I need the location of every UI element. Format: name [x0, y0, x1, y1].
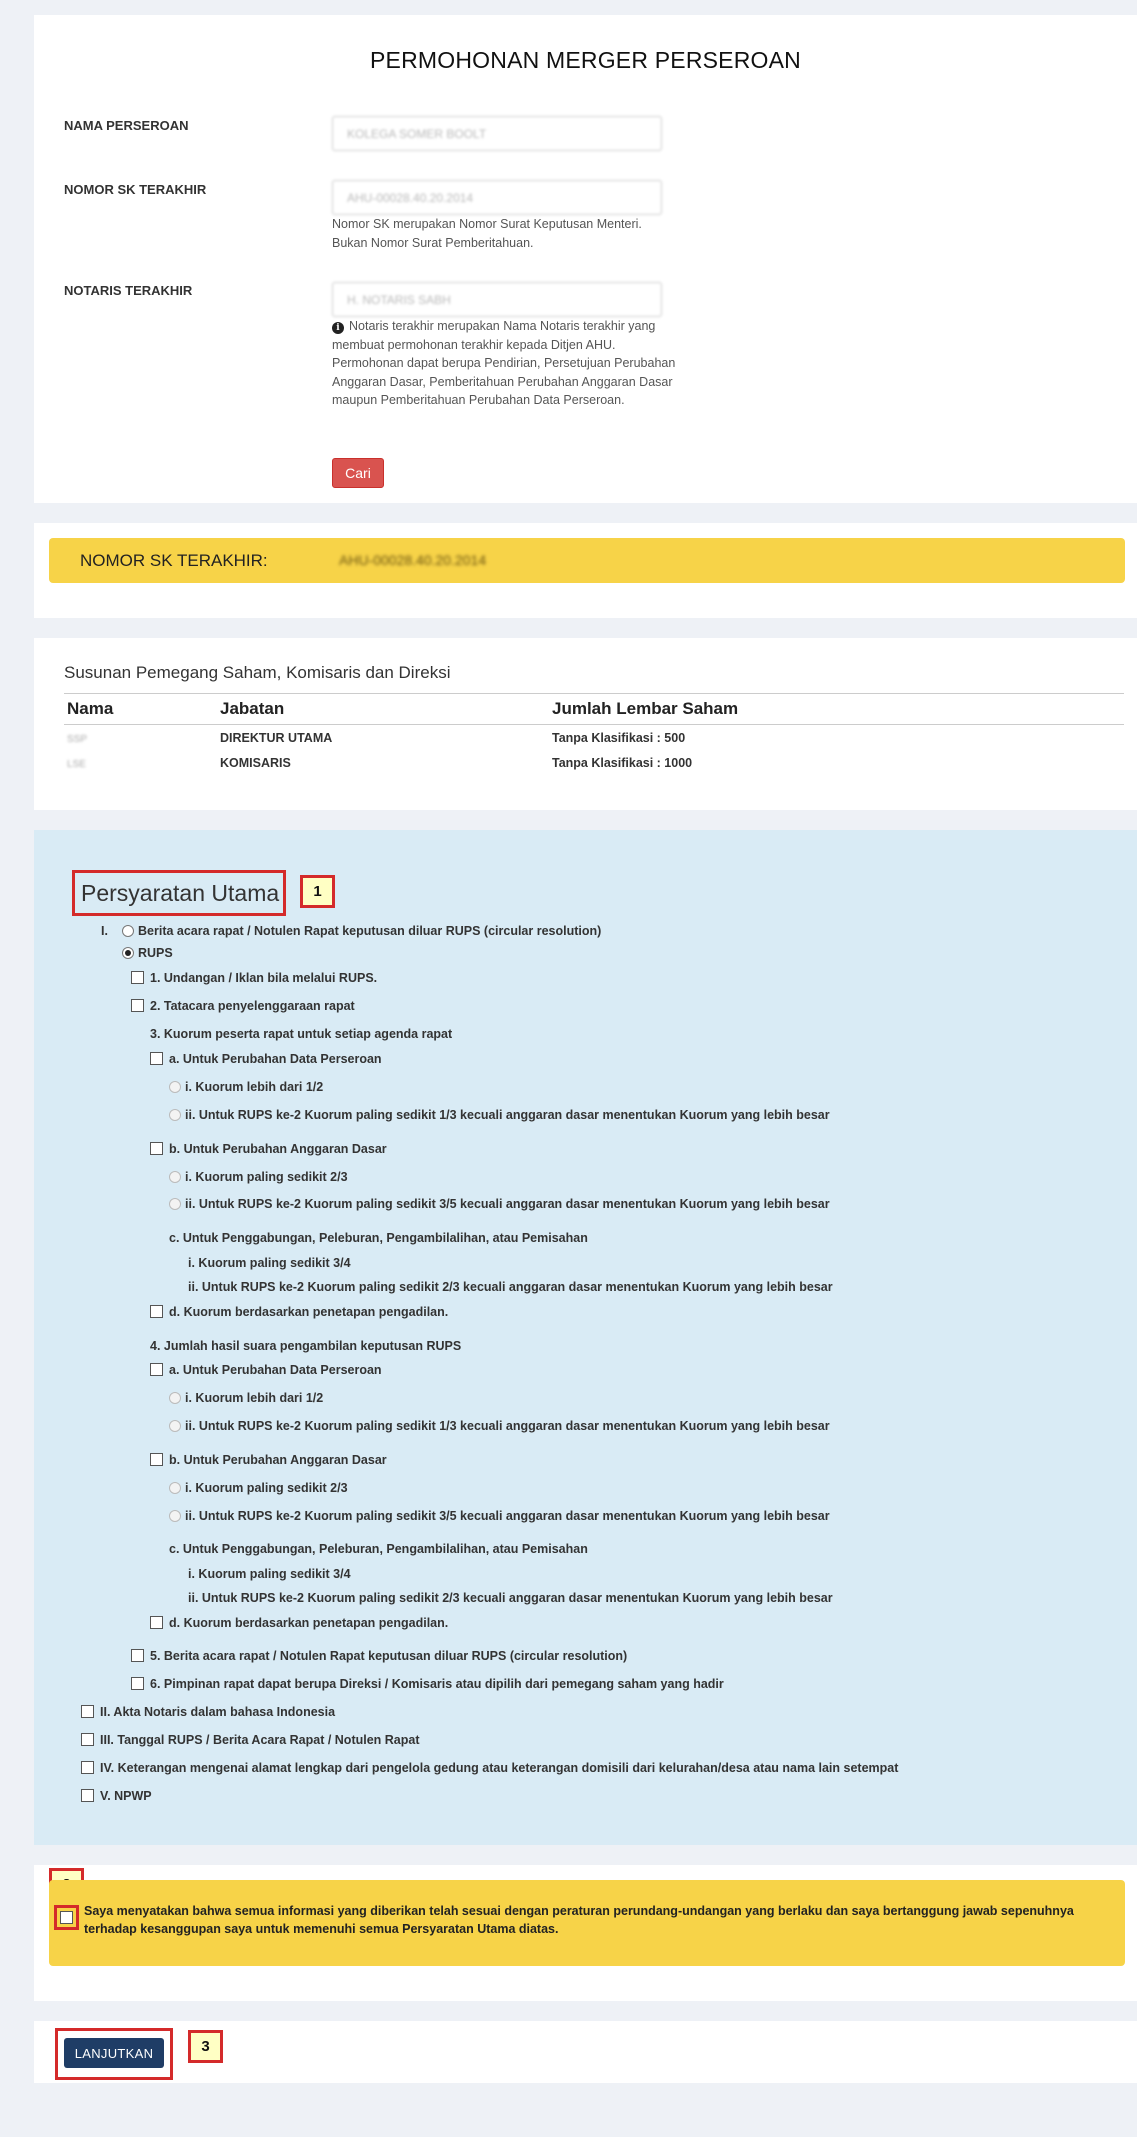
nomor-sk-input[interactable] [332, 180, 662, 215]
req-label: ii. Untuk RUPS ke-2 Kuorum paling sedikit 1/3 kecuali anggaran dasar menentukan Kuorum yang lebih besar [185, 1108, 830, 1122]
req-2-row[interactable] [131, 998, 355, 1014]
persyaratan-card [34, 830, 1137, 1845]
req-label: RUPS [138, 946, 173, 960]
notaris-help-text: Notaris terakhir merupakan Nama Notaris terakhir yang membuat permohonan terakhir kepada Ditjen AHU. Permohonan dapat berupa Pendirian, Persetujuan Perubahan Anggaran Dasar, Pemberitahuan Perubahan Anggaran Dasar maupun Pemberitahuan Perubahan Data Perseroan. [332, 319, 676, 407]
page-title: PERMOHONAN MERGER PERSEROAN [370, 47, 801, 73]
lanjutkan-button[interactable]: LANJUTKAN [64, 2038, 164, 2068]
shareholders-card [34, 638, 1137, 810]
req-4b-row[interactable] [150, 1452, 387, 1468]
checkbox[interactable] [150, 1052, 163, 1065]
req-1-row[interactable] [131, 970, 377, 986]
req-label: II. Akta Notaris dalam bahasa Indonesia [100, 1705, 336, 1719]
nomor-sk-label: NOMOR SK TERAKHIR [64, 182, 207, 197]
req-4c-heading: c. Untuk Penggabungan, Peleburan, Pengambilalihan, atau Pemisahan [169, 1542, 588, 1556]
notaris-help [332, 317, 677, 410]
req-3a-ii-row[interactable] [169, 1107, 830, 1123]
req-4c-ii: ii. Untuk RUPS ke-2 Kuorum paling sedikit 2/3 kecuali anggaran dasar menentukan Kuorum yang lebih besar [188, 1591, 833, 1605]
req-4a-row[interactable] [150, 1362, 382, 1378]
req-label: b. Untuk Perubahan Anggaran Dasar [169, 1453, 387, 1467]
checkbox[interactable] [150, 1453, 163, 1466]
shareholder-saham: Tanpa Klasifikasi : 1000 [552, 755, 693, 770]
checkbox[interactable] [150, 1616, 163, 1629]
column-header-nama: Nama [64, 694, 217, 725]
req-label: ii. Untuk RUPS ke-2 Kuorum paling sedikit 3/5 kecuali anggaran dasar menentukan Kuorum yang lebih besar [185, 1509, 830, 1523]
req-label: ii. Untuk RUPS ke-2 Kuorum paling sedikit 3/5 kecuali anggaran dasar menentukan Kuorum yang lebih besar [185, 1197, 830, 1211]
shareholder-jabatan: DIREKTUR UTAMA [220, 730, 333, 745]
req-4d-row[interactable] [150, 1615, 448, 1631]
shareholders-title: Susunan Pemegang Saham, Komisaris dan Direksi [64, 663, 451, 682]
checkbox[interactable] [81, 1761, 94, 1774]
req-4a-ii-row[interactable] [169, 1418, 830, 1434]
req-label: i. Kuorum paling sedikit 2/3 [185, 1170, 348, 1184]
agreement-card [34, 1865, 1137, 2001]
req-roman-1 [101, 923, 108, 939]
req-circular-radio-row[interactable] [122, 923, 601, 939]
req-6-row[interactable] [131, 1676, 724, 1692]
req-3a-row[interactable] [150, 1051, 382, 1067]
agreement-text: Saya menyatakan bahwa semua informasi yang diberikan telah sesuai dengan peraturan perundang-undangan yang berlaku dan saya bertanggung jawab sepenuhnya terhadap kesanggupan saya untuk memenuhi semua Persyaratan Utama diatas. [84, 1904, 1074, 1936]
req-label: i. Kuorum paling sedikit 2/3 [185, 1481, 348, 1495]
req-label: 6. Pimpinan rapat dapat berupa Direksi / Komisaris atau dipilih dari pemegang saham yang hadir [150, 1677, 724, 1691]
radio-disabled[interactable] [169, 1510, 181, 1522]
req-label: 2. Tatacara penyelenggaraan rapat [150, 999, 355, 1013]
checkbox[interactable] [131, 971, 144, 984]
req-4b-ii-row[interactable] [169, 1508, 830, 1524]
shareholder-jabatan: KOMISARIS [220, 755, 291, 770]
req-3d-row[interactable] [150, 1304, 448, 1320]
req-roman-label: I. [101, 924, 108, 938]
req-label: a. Untuk Perubahan Data Perseroan [169, 1052, 382, 1066]
radio-disabled[interactable] [169, 1420, 181, 1432]
sk-label: NOMOR SK TERAKHIR: [80, 551, 268, 570]
req-roman-4-row[interactable] [81, 1760, 898, 1776]
cari-button[interactable]: Cari [332, 458, 384, 488]
checkbox[interactable] [81, 1789, 94, 1802]
checkbox[interactable] [131, 1649, 144, 1662]
req-3c-heading: c. Untuk Penggabungan, Peleburan, Pengambilalihan, atau Pemisahan [169, 1231, 588, 1245]
sk-banner [49, 538, 1125, 583]
req-roman-3-row[interactable] [81, 1732, 420, 1748]
agreement-checkbox[interactable] [60, 1911, 73, 1924]
checkbox[interactable] [131, 999, 144, 1012]
radio-disabled[interactable] [169, 1081, 181, 1093]
req-label: 1. Undangan / Iklan bila melalui RUPS. [150, 971, 378, 985]
form-card [34, 15, 1137, 503]
req-label: Berita acara rapat / Notulen Rapat keputusan diluar RUPS (circular resolution) [138, 924, 602, 938]
table-row [64, 751, 1124, 775]
req-3-heading: 3. Kuorum peserta rapat untuk setiap agenda rapat [150, 1027, 453, 1041]
column-header-jabatan: Jabatan [217, 694, 549, 725]
checkbox[interactable] [150, 1305, 163, 1318]
req-4c-i: i. Kuorum paling sedikit 3/4 [188, 1567, 351, 1581]
radio-disabled[interactable] [169, 1109, 181, 1121]
req-roman-5-row[interactable] [81, 1788, 152, 1804]
persyaratan-title: Persyaratan Utama [72, 870, 286, 916]
req-label: 5. Berita acara rapat / Notulen Rapat keputusan diluar RUPS (circular resolution) [150, 1649, 628, 1663]
nama-perseroan-input[interactable] [332, 116, 662, 151]
req-3b-row[interactable] [150, 1141, 387, 1157]
shareholder-name: SSP [67, 733, 88, 745]
callout-1: 1 [300, 875, 335, 908]
req-label: b. Untuk Perubahan Anggaran Dasar [169, 1142, 387, 1156]
req-roman-2-row[interactable] [81, 1704, 335, 1720]
req-label: III. Tanggal RUPS / Berita Acara Rapat / Notulen Rapat [100, 1733, 420, 1747]
lanjutkan-highlight [55, 2028, 173, 2080]
agreement-checkbox-highlight [54, 1905, 79, 1930]
radio-disabled[interactable] [169, 1392, 181, 1404]
req-3a-i-row[interactable] [169, 1079, 323, 1095]
req-4a-i-row[interactable] [169, 1390, 323, 1406]
req-label: ii. Untuk RUPS ke-2 Kuorum paling sedikit 1/3 kecuali anggaran dasar menentukan Kuorum yang lebih besar [185, 1419, 830, 1433]
req-4-heading: 4. Jumlah hasil suara pengambilan keputusan RUPS [150, 1339, 462, 1353]
req-label: V. NPWP [100, 1789, 152, 1803]
column-header-saham: Jumlah Lembar Saham [549, 694, 1124, 725]
radio-disabled[interactable] [169, 1482, 181, 1494]
req-label: i. Kuorum lebih dari 1/2 [185, 1391, 324, 1405]
circular-resolution-radio[interactable] [122, 925, 134, 937]
checkbox[interactable] [81, 1705, 94, 1718]
table-row [64, 725, 1124, 751]
req-5-row[interactable] [131, 1648, 627, 1664]
req-3b-ii-row[interactable] [169, 1196, 830, 1212]
nomor-sk-help: Nomor SK merupakan Nomor Surat Keputusan Menteri. Bukan Nomor Surat Pemberitahuan. [332, 217, 642, 250]
req-label: i. Kuorum lebih dari 1/2 [185, 1080, 324, 1094]
callout-3: 3 [188, 2030, 223, 2063]
req-label: d. Kuorum berdasarkan penetapan pengadilan. [169, 1305, 449, 1319]
checkbox[interactable] [150, 1363, 163, 1376]
notaris-label: NOTARIS TERAKHIR [64, 283, 193, 298]
checkbox[interactable] [150, 1142, 163, 1155]
shareholder-name: LSE [67, 758, 86, 770]
req-rups-radio-row[interactable] [122, 945, 173, 961]
shareholders-table [64, 693, 1124, 775]
radio-disabled[interactable] [169, 1198, 181, 1210]
nama-perseroan-label: NAMA PERSEROAN [64, 118, 189, 133]
req-label: IV. Keterangan mengenai alamat lengkap dari pengelola gedung atau keterangan domisili dari kelurahan/desa atau nama lain setempat [100, 1761, 899, 1775]
req-3c-ii: ii. Untuk RUPS ke-2 Kuorum paling sedikit 2/3 kecuali anggaran dasar menentukan Kuorum yang lebih besar [188, 1280, 833, 1294]
rups-radio[interactable] [122, 947, 134, 959]
sk-card [34, 523, 1137, 618]
checkbox[interactable] [131, 1677, 144, 1690]
sk-value: AHU-00028.40.20.2014 [339, 552, 487, 568]
req-3b-i-row[interactable] [169, 1169, 348, 1185]
req-label: d. Kuorum berdasarkan penetapan pengadilan. [169, 1616, 449, 1630]
checkbox[interactable] [81, 1733, 94, 1746]
info-icon: i [332, 322, 344, 334]
action-card [34, 2021, 1137, 2083]
shareholder-saham: Tanpa Klasifikasi : 500 [552, 730, 686, 745]
notaris-input[interactable] [332, 282, 662, 317]
req-4b-i-row[interactable] [169, 1480, 348, 1496]
req-label: a. Untuk Perubahan Data Perseroan [169, 1363, 382, 1377]
radio-disabled[interactable] [169, 1171, 181, 1183]
req-3c-i: i. Kuorum paling sedikit 3/4 [188, 1256, 351, 1270]
